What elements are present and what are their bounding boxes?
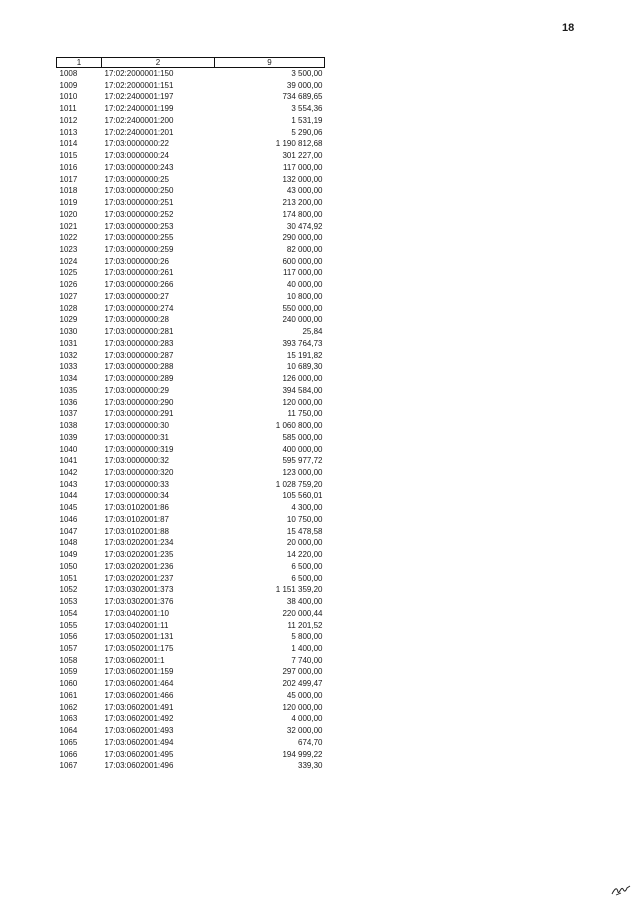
- table-row: [57, 397, 325, 409]
- table-row: [57, 678, 325, 690]
- row-number-cell: 1027: [59, 291, 78, 301]
- row-number-cell: 1062: [59, 702, 78, 712]
- row-number-cell: 1029: [59, 315, 78, 325]
- cadastral-number-cell: 17:03:0000000:25: [104, 174, 170, 184]
- value-cell: 10 750,00: [286, 514, 323, 524]
- cadastral-number-cell: 17:03:0602001:494: [104, 737, 174, 747]
- table-row: [57, 162, 325, 174]
- cadastral-number-cell: 17:03:0602001:495: [104, 749, 174, 759]
- cadastral-number-cell: 17:03:0602001:466: [104, 690, 174, 700]
- table-row: [57, 338, 325, 350]
- row-number-cell: 1042: [59, 467, 78, 477]
- row-number-cell: 1021: [59, 221, 78, 231]
- cadastral-number-cell: 17:03:0000000:30: [104, 421, 170, 431]
- value-cell: 117 000,00: [283, 162, 323, 172]
- value-cell: 3 500,00: [291, 69, 323, 78]
- value-cell: 6 500,00: [291, 573, 323, 583]
- value-cell: 126 000,00: [282, 374, 323, 384]
- table-row: [57, 467, 325, 479]
- cadastral-number-cell: 17:03:0602001:492: [104, 714, 174, 724]
- table-row: [57, 420, 325, 432]
- header-col-1: 1: [57, 58, 102, 68]
- table-row: [57, 432, 325, 444]
- table-row: [57, 303, 325, 315]
- cadastral-number-cell: 17:03:0602001:1: [104, 655, 165, 665]
- cadastral-number-cell: 17:03:0000000:32: [104, 456, 170, 466]
- value-cell: 220 000,44: [282, 608, 323, 618]
- row-number-cell: 1067: [59, 761, 78, 771]
- table-row: [57, 737, 325, 749]
- value-cell: 1 190 812,68: [275, 139, 323, 149]
- cadastral-number-cell: 17:03:0000000:34: [104, 491, 170, 501]
- cadastral-number-cell: 17:02:2400001:200: [104, 115, 174, 125]
- cadastral-number-cell: 17:03:0000000:287: [104, 350, 174, 360]
- cadastral-number-cell: 17:03:0502001:175: [104, 643, 174, 653]
- table-row: [57, 221, 325, 233]
- value-cell: 297 000,00: [282, 667, 323, 677]
- row-number-cell: 1037: [59, 409, 78, 419]
- value-cell: 14 220,00: [286, 550, 323, 560]
- value-cell: 15 191,82: [286, 350, 323, 360]
- row-number-cell: 1018: [59, 186, 78, 196]
- row-number-cell: 1054: [59, 608, 78, 618]
- row-number-cell: 1008: [59, 69, 78, 78]
- value-cell: 290 000,00: [282, 233, 323, 243]
- value-cell: 5 800,00: [291, 632, 323, 642]
- cadastral-number-cell: 17:03:0000000:31: [104, 432, 170, 442]
- cadastral-number-cell: 17:03:0000000:319: [104, 444, 174, 454]
- page-number: 18: [562, 22, 575, 34]
- table-row: [57, 361, 325, 373]
- cadastral-number-cell: 17:03:0000000:251: [104, 198, 174, 208]
- table-body: [57, 68, 325, 773]
- value-cell: 120 000,00: [282, 702, 323, 712]
- cadastral-number-cell: 17:03:0000000:283: [104, 338, 174, 348]
- row-number-cell: 1060: [59, 679, 78, 689]
- cadastral-number-cell: 17:03:0402001:11: [104, 620, 169, 630]
- cadastral-number-cell: 17:03:0502001:131: [104, 632, 174, 642]
- cadastral-number-cell: 17:02:2400001:199: [104, 104, 174, 114]
- cadastral-number-cell: 17:03:0000000:250: [104, 186, 174, 196]
- value-cell: 6 500,00: [291, 561, 323, 571]
- row-number-cell: 1019: [59, 198, 78, 208]
- table-row: [57, 620, 325, 632]
- value-cell: 30 474,92: [286, 221, 323, 231]
- table-row: [57, 573, 325, 585]
- cadastral-number-cell: 17:03:0000000:24: [104, 151, 170, 161]
- table-row: [57, 444, 325, 456]
- cadastral-number-cell: 17:03:0000000:252: [104, 209, 174, 219]
- table-row: [57, 185, 325, 197]
- value-cell: 39 000,00: [286, 80, 323, 90]
- row-number-cell: 1013: [59, 127, 78, 137]
- table-row: [57, 103, 325, 115]
- table-row: [57, 584, 325, 596]
- row-number-cell: 1052: [59, 585, 78, 595]
- table-row: [57, 197, 325, 209]
- value-cell: 1 151 359,20: [275, 585, 323, 595]
- value-cell: 20 000,00: [286, 538, 323, 548]
- row-number-cell: 1040: [59, 444, 78, 454]
- cadastral-number-cell: 17:03:0000000:261: [104, 268, 174, 278]
- row-number-cell: 1050: [59, 561, 78, 571]
- table-row: [57, 209, 325, 221]
- cadastral-number-cell: 17:03:0202001:236: [104, 561, 174, 571]
- cadastral-number-cell: 17:03:0602001:159: [104, 667, 174, 677]
- value-cell: 1 400,00: [291, 643, 323, 653]
- table-row: [57, 232, 325, 244]
- row-number-cell: 1064: [59, 726, 78, 736]
- value-cell: 43 000,00: [286, 186, 323, 196]
- value-cell: 40 000,00: [286, 280, 323, 290]
- row-number-cell: 1016: [59, 162, 78, 172]
- value-cell: 301 227,00: [282, 151, 323, 161]
- value-cell: 4 300,00: [291, 503, 323, 513]
- cadastral-number-cell: 17:03:0000000:255: [104, 233, 174, 243]
- value-cell: 595 977,72: [282, 456, 323, 466]
- row-number-cell: 1061: [59, 690, 78, 700]
- row-number-cell: 1059: [59, 667, 78, 677]
- table-row: [57, 279, 325, 291]
- table-row: [57, 373, 325, 385]
- row-number-cell: 1043: [59, 479, 78, 489]
- value-cell: 339,30: [298, 761, 323, 771]
- row-number-cell: 1039: [59, 432, 78, 442]
- value-cell: 174 800,00: [282, 209, 323, 219]
- table-row: [57, 267, 325, 279]
- cadastral-number-cell: 17:03:0000000:253: [104, 221, 174, 231]
- cadastral-number-cell: 17:03:0602001:496: [104, 761, 174, 771]
- table-row: [57, 549, 325, 561]
- row-number-cell: 1010: [59, 92, 78, 102]
- value-cell: 120 000,00: [282, 397, 323, 407]
- table-row: [57, 150, 325, 162]
- value-cell: 213 200,00: [282, 198, 323, 208]
- table-row: [57, 244, 325, 256]
- table-row: [57, 385, 325, 397]
- cadastral-number-cell: 17:03:0000000:27: [104, 291, 170, 301]
- value-cell: 38 400,00: [286, 597, 323, 607]
- row-number-cell: 1065: [59, 737, 78, 747]
- row-number-cell: 1053: [59, 597, 78, 607]
- cadastral-number-cell: 17:03:0000000:290: [104, 397, 174, 407]
- table-row: [57, 68, 325, 80]
- value-cell: 550 000,00: [282, 303, 323, 313]
- row-number-cell: 1038: [59, 421, 78, 431]
- value-cell: 600 000,00: [282, 256, 323, 266]
- row-number-cell: 1033: [59, 362, 78, 372]
- cadastral-number-cell: 17:03:0000000:274: [104, 303, 174, 313]
- row-number-cell: 1041: [59, 456, 78, 466]
- table-row: [57, 514, 325, 526]
- table-row: [57, 256, 325, 268]
- table-row: [57, 643, 325, 655]
- cadastral-number-cell: 17:02:2000001:151: [104, 80, 174, 90]
- value-cell: 4 000,00: [291, 714, 323, 724]
- value-cell: 10 800,00: [286, 291, 323, 301]
- value-cell: 393 764,73: [282, 338, 323, 348]
- row-number-cell: 1014: [59, 139, 78, 149]
- cadastral-number-cell: 17:03:0602001:493: [104, 726, 174, 736]
- table-row: [57, 596, 325, 608]
- header-col-2: 2: [102, 58, 215, 68]
- cadastral-number-cell: 17:03:0000000:243: [104, 162, 174, 172]
- cadastral-number-cell: 17:03:0000000:320: [104, 467, 174, 477]
- table-row: [57, 749, 325, 761]
- table-row: [57, 537, 325, 549]
- value-cell: 10 689,30: [286, 362, 323, 372]
- table-row: [57, 127, 325, 139]
- row-number-cell: 1022: [59, 233, 78, 243]
- table-row: [57, 91, 325, 103]
- row-number-cell: 1032: [59, 350, 78, 360]
- row-number-cell: 1044: [59, 491, 78, 501]
- value-cell: 117 000,00: [283, 268, 323, 278]
- cadastral-number-cell: 17:03:0302001:373: [104, 585, 174, 595]
- cadastral-number-cell: 17:03:0602001:464: [104, 679, 174, 689]
- table-row: [57, 174, 325, 186]
- table-header-row: [57, 58, 325, 68]
- row-number-cell: 1023: [59, 245, 78, 255]
- table-row: [57, 479, 325, 491]
- table-row: [57, 350, 325, 362]
- table-header: [57, 58, 325, 68]
- table-row: [57, 561, 325, 573]
- row-number-cell: 1063: [59, 714, 78, 724]
- value-cell: 105 560,01: [282, 491, 323, 501]
- value-cell: 32 000,00: [286, 726, 323, 736]
- cadastral-number-cell: 17:03:0302001:376: [104, 597, 174, 607]
- value-cell: 3 554,36: [291, 104, 323, 114]
- row-number-cell: 1036: [59, 397, 78, 407]
- value-cell: 45 000,00: [286, 690, 323, 700]
- row-number-cell: 1015: [59, 151, 78, 161]
- cadastral-number-cell: 17:03:0000000:33: [104, 479, 170, 489]
- table-row: [57, 725, 325, 737]
- cadastral-number-cell: 17:03:0000000:266: [104, 280, 174, 290]
- table-row: [57, 115, 325, 127]
- row-number-cell: 1049: [59, 550, 78, 560]
- table-row: [57, 713, 325, 725]
- cadastral-number-cell: 17:03:0000000:291: [104, 409, 174, 419]
- table-row: [57, 80, 325, 92]
- value-cell: 1 531,19: [291, 115, 323, 125]
- cadastral-number-cell: 17:03:0000000:22: [104, 139, 170, 149]
- handwritten-signature-icon: [611, 884, 631, 896]
- cadastral-number-cell: 17:03:0202001:235: [104, 550, 174, 560]
- table-row: [57, 490, 325, 502]
- row-number-cell: 1056: [59, 632, 78, 642]
- value-cell: 5 290,06: [291, 127, 323, 137]
- row-number-cell: 1020: [59, 209, 78, 219]
- row-number-cell: 1055: [59, 620, 78, 630]
- row-number-cell: 1048: [59, 538, 78, 548]
- value-cell: 674,70: [298, 737, 323, 747]
- row-number-cell: 1047: [59, 526, 78, 536]
- value-cell: 132 000,00: [282, 174, 323, 184]
- row-number-cell: 1025: [59, 268, 78, 278]
- row-number-cell: 1012: [59, 115, 78, 125]
- row-number-cell: 1058: [59, 655, 78, 665]
- cadastral-number-cell: 17:02:2400001:197: [104, 92, 174, 102]
- row-number-cell: 1035: [59, 385, 78, 395]
- cadastral-number-cell: 17:03:0000000:26: [104, 256, 170, 266]
- table-row: [57, 408, 325, 420]
- cadastral-number-cell: 17:03:0000000:288: [104, 362, 174, 372]
- cadastral-number-cell: 17:03:0202001:237: [104, 573, 174, 583]
- cadastral-number-cell: 17:03:0202001:234: [104, 538, 174, 548]
- value-cell: 11 750,00: [287, 409, 323, 419]
- value-cell: 11 201,52: [287, 620, 323, 630]
- cadastral-number-cell: 17:03:0000000:259: [104, 245, 174, 255]
- cadastral-number-cell: 17:02:2400001:201: [104, 127, 174, 137]
- value-cell: 394 584,00: [282, 385, 323, 395]
- cadastral-number-cell: 17:03:0102001:86: [104, 503, 170, 513]
- value-cell: 1 060 800,00: [275, 421, 323, 431]
- cadastral-number-cell: 17:03:0000000:289: [104, 374, 174, 384]
- row-number-cell: 1026: [59, 280, 78, 290]
- row-number-cell: 1046: [59, 514, 78, 524]
- table-row: [57, 666, 325, 678]
- cadastral-number-cell: 17:03:0102001:88: [104, 526, 170, 536]
- value-cell: 123 000,00: [282, 467, 323, 477]
- cadastral-number-cell: 17:03:0000000:281: [104, 327, 174, 337]
- value-cell: 400 000,00: [282, 444, 323, 454]
- value-cell: 15 478,58: [286, 526, 323, 536]
- table-row: [57, 455, 325, 467]
- row-number-cell: 1024: [59, 256, 78, 266]
- cadastral-number-cell: 17:03:0402001:10: [104, 608, 170, 618]
- table-row: [57, 655, 325, 667]
- value-cell: 734 689,65: [282, 92, 323, 102]
- row-number-cell: 1030: [59, 327, 78, 337]
- row-number-cell: 1017: [59, 174, 78, 184]
- row-number-cell: 1028: [59, 303, 78, 313]
- value-cell: 202 499,47: [282, 679, 323, 689]
- row-number-cell: 1009: [59, 80, 78, 90]
- data-table: [56, 57, 325, 772]
- table-row: [57, 502, 325, 514]
- row-number-cell: 1034: [59, 374, 78, 384]
- header-col-3: 9: [215, 58, 325, 68]
- cadastral-number-cell: 17:03:0602001:491: [104, 702, 174, 712]
- cadastral-number-cell: 17:03:0102001:87: [104, 514, 170, 524]
- value-cell: 82 000,00: [286, 245, 323, 255]
- value-cell: 240 000,00: [282, 315, 323, 325]
- value-cell: 194 999,22: [282, 749, 323, 759]
- table-row: [57, 631, 325, 643]
- table-row: [57, 608, 325, 620]
- cadastral-number-cell: 17:03:0000000:29: [104, 385, 170, 395]
- table-row: [57, 138, 325, 150]
- table-row: [57, 760, 325, 772]
- row-number-cell: 1031: [59, 338, 78, 348]
- row-number-cell: 1066: [59, 749, 78, 759]
- row-number-cell: 1051: [59, 573, 78, 583]
- row-number-cell: 1045: [59, 503, 78, 513]
- table-row: [57, 690, 325, 702]
- table-row: [57, 326, 325, 338]
- row-number-cell: 1057: [59, 643, 78, 653]
- table-row: [57, 291, 325, 303]
- table-row: [57, 526, 325, 538]
- value-cell: 25,84: [302, 327, 323, 337]
- table-row: [57, 702, 325, 714]
- table-row: [57, 314, 325, 326]
- cadastral-number-cell: 17:03:0000000:28: [104, 315, 170, 325]
- value-cell: 585 000,00: [282, 432, 323, 442]
- cadastral-number-cell: 17:02:2000001:150: [104, 69, 174, 78]
- value-cell: 7 740,00: [291, 655, 323, 665]
- value-cell: 1 028 759,20: [275, 479, 323, 489]
- row-number-cell: 1011: [59, 104, 77, 114]
